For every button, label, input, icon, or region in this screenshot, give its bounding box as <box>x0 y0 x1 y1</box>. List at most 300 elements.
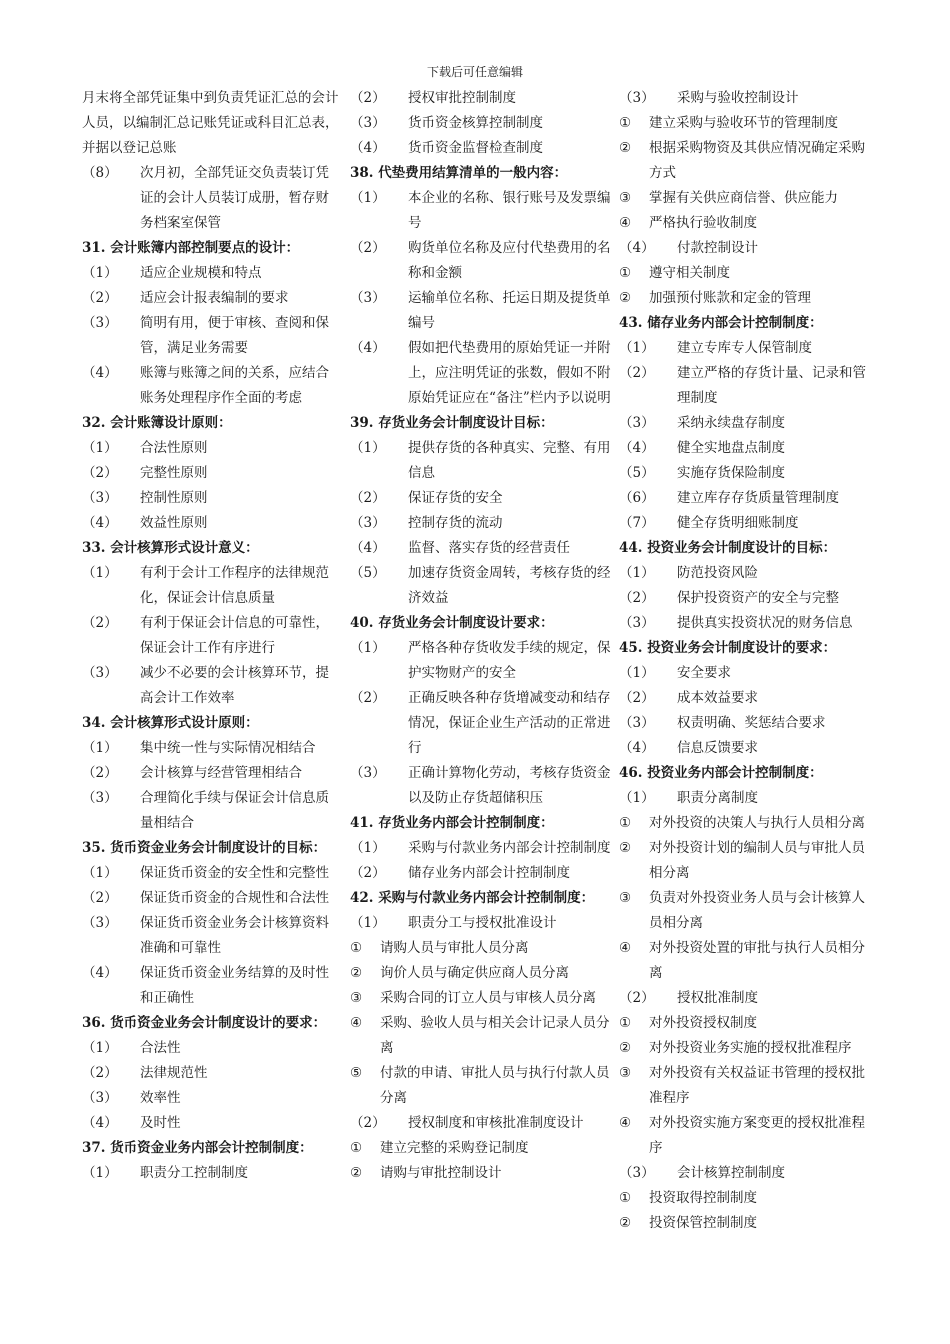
list-item <box>619 886 875 936</box>
list-item <box>350 961 612 986</box>
section-heading <box>82 836 340 861</box>
item-text: 提供真实投资状况的财务信息 <box>677 615 853 631</box>
item-text: 投资取得控制制度 <box>649 1190 757 1206</box>
item-marker: 38. <box>350 165 379 181</box>
item-marker: （1） <box>619 565 655 581</box>
item-text: 付款的申请、审批人员与执行付款人员分离 <box>380 1065 610 1106</box>
item-text: 保证存货的安全 <box>408 490 503 506</box>
item-text: 保护投资资产的安全与完整 <box>677 590 839 606</box>
item-text: 安全要求 <box>677 665 731 681</box>
item-text: 合法性原则 <box>140 440 208 456</box>
item-marker: （1） <box>82 565 118 581</box>
list-item <box>350 1061 612 1111</box>
list-item <box>82 1086 340 1111</box>
list-item <box>82 436 340 461</box>
item-marker: （5） <box>619 465 655 481</box>
item-marker: （5） <box>350 565 386 581</box>
item-text: 信息反馈要求 <box>677 740 758 756</box>
list-item <box>350 511 612 536</box>
item-marker: 45. <box>619 640 648 656</box>
list-item <box>82 561 340 611</box>
item-text: 会计账簿设计原则： <box>110 415 232 431</box>
list-item <box>350 236 612 286</box>
item-text: 建立库存存货质量管理制度 <box>677 490 839 506</box>
item-text: 货币资金监督检查制度 <box>408 140 543 156</box>
item-text: 减少不必要的会计核算环节，提高会计工作效率 <box>140 665 329 706</box>
item-text: 投资业务内部会计控制制度： <box>647 765 823 781</box>
item-text: 储存业务内部会计控制制度： <box>647 315 823 331</box>
list-item <box>82 461 340 486</box>
list-item <box>619 661 875 686</box>
list-item <box>619 686 875 711</box>
list-item <box>619 336 875 361</box>
list-item <box>619 411 875 436</box>
item-text: 存货业务会计制度设计目标： <box>378 415 554 431</box>
item-text: 授权批准制度 <box>677 990 758 1006</box>
item-text: 存货业务内部会计控制制度： <box>378 815 554 831</box>
item-marker: （2） <box>82 1065 118 1081</box>
item-text: 对外投资计划的编制人员与审批人员相分离 <box>649 840 865 881</box>
item-text: 次月初，全部凭证交负责装订凭证的会计人员装订成册，暂存财务档案室保管 <box>140 165 329 231</box>
item-marker: （2） <box>619 365 655 381</box>
item-marker: （3） <box>619 615 655 631</box>
list-item <box>350 861 612 886</box>
item-text: 存货业务会计制度设计要求： <box>378 615 554 631</box>
item-marker: （2） <box>619 590 655 606</box>
column-left <box>82 86 340 1186</box>
item-marker: ② <box>619 840 632 856</box>
list-item <box>619 1036 875 1061</box>
item-marker: 41. <box>350 815 379 831</box>
item-text: 储存业务内部会计控制制度 <box>408 865 570 881</box>
list-item <box>350 536 612 561</box>
list-item <box>619 1211 875 1236</box>
item-marker: 36. <box>82 1015 111 1031</box>
item-marker: ① <box>619 1015 632 1031</box>
item-text: 会计核算控制制度 <box>677 1165 785 1181</box>
item-marker: ④ <box>619 1115 632 1131</box>
list-item <box>82 1161 340 1186</box>
list-item <box>350 436 612 486</box>
list-item <box>619 786 875 811</box>
list-item <box>350 836 612 861</box>
item-text: 对外投资业务实施的授权批准程序 <box>649 1040 852 1056</box>
item-text: 投资业务会计制度设计的要求： <box>647 640 837 656</box>
list-item <box>82 286 340 311</box>
list-item <box>619 211 875 236</box>
list-item <box>82 1036 340 1061</box>
column-middle <box>350 86 612 1186</box>
item-marker: （1） <box>619 340 655 356</box>
item-marker: （1） <box>619 665 655 681</box>
item-text: 货币资金业务内部会计控制制度： <box>110 1140 313 1156</box>
item-text: 建立采购与验收环节的管理制度 <box>649 115 838 131</box>
item-marker: 44. <box>619 540 648 556</box>
item-marker: ① <box>350 1140 363 1156</box>
item-text: 提供存货的各种真实、完整、有用信息 <box>408 440 611 481</box>
section-heading <box>350 611 612 636</box>
item-text: 根据采购物资及其供应情况确定采购方式 <box>649 140 865 181</box>
list-item <box>619 236 875 261</box>
item-text: 保证货币资金业务结算的及时性和正确性 <box>140 965 329 1006</box>
item-text: 遵守相关制度 <box>649 265 730 281</box>
item-marker: （3） <box>82 490 118 506</box>
list-item <box>350 186 612 236</box>
item-marker: （1） <box>82 1040 118 1056</box>
item-marker: （3） <box>619 90 655 106</box>
item-text: 采纳永续盘存制度 <box>677 415 785 431</box>
list-item <box>619 1061 875 1111</box>
item-marker: （3） <box>619 715 655 731</box>
list-item <box>619 261 875 286</box>
item-marker: （3） <box>350 290 386 306</box>
list-item <box>82 486 340 511</box>
list-item <box>619 711 875 736</box>
item-text: 健全存货明细账制度 <box>677 515 799 531</box>
item-text: 有利于会计工作程序的法律规范化，保证会计信息质量 <box>140 565 329 606</box>
item-text: 询价人员与确定供应商人员分离 <box>380 965 569 981</box>
item-text: 采购与付款业务内部会计控制制度 <box>408 840 611 856</box>
item-text: 对外投资实施方案变更的授权批准程序 <box>649 1115 865 1156</box>
item-marker: 31. <box>82 240 111 256</box>
list-item <box>350 561 612 611</box>
item-text: 请购人员与审批人员分离 <box>380 940 529 956</box>
item-marker: ② <box>619 1040 632 1056</box>
item-text: 会计账簿内部控制要点的设计： <box>110 240 300 256</box>
item-text: 适应会计报表编制的要求 <box>140 290 289 306</box>
page-header: 下载后可任意编辑 <box>426 65 523 79</box>
item-text: 采购与验收控制设计 <box>677 90 799 106</box>
list-item <box>350 1136 612 1161</box>
list-item <box>619 986 875 1011</box>
item-text: 严格各种存货收发手续的规定，保护实物财产的安全 <box>408 640 611 681</box>
list-item <box>82 611 340 661</box>
item-marker: （3） <box>350 115 386 131</box>
item-marker: ② <box>619 140 632 156</box>
item-marker: （2） <box>82 890 118 906</box>
item-text: 集中统一性与实际情况相结合 <box>140 740 316 756</box>
item-text: 本企业的名称、银行账号及发票编号 <box>408 190 611 231</box>
item-text: 及时性 <box>140 1115 181 1131</box>
item-marker: （1） <box>82 440 118 456</box>
list-item <box>82 961 340 1011</box>
section-heading <box>619 636 875 661</box>
item-marker: （1） <box>82 1165 118 1181</box>
item-marker: （2） <box>350 865 386 881</box>
item-text: 采购合同的订立人员与审核人员分离 <box>380 990 596 1006</box>
list-item <box>350 1111 612 1136</box>
item-marker: （4） <box>82 965 118 981</box>
item-text: 简明有用，便于审核、查阅和保管，满足业务需要 <box>140 315 329 356</box>
list-item <box>82 911 340 961</box>
list-item <box>619 511 875 536</box>
item-marker: （7） <box>619 515 655 531</box>
list-item <box>350 761 612 811</box>
item-text: 法律规范性 <box>140 1065 208 1081</box>
list-item <box>350 286 612 336</box>
item-marker: （2） <box>82 290 118 306</box>
item-marker: （1） <box>350 440 386 456</box>
item-marker: （1） <box>82 265 118 281</box>
item-marker: （3） <box>82 315 118 331</box>
item-marker: ① <box>619 265 632 281</box>
item-marker: ② <box>619 290 632 306</box>
item-text: 采购与付款业务内部会计控制制度： <box>378 890 595 906</box>
item-marker: 46. <box>619 765 648 781</box>
item-marker: （2） <box>350 90 386 106</box>
list-item <box>619 611 875 636</box>
list-item <box>82 361 340 411</box>
list-item <box>350 686 612 761</box>
item-text: 职责分离制度 <box>677 790 758 806</box>
item-text: 投资保管控制制度 <box>649 1215 757 1231</box>
item-marker: （3） <box>619 415 655 431</box>
item-marker: （4） <box>350 140 386 156</box>
item-text: 对外投资授权制度 <box>649 1015 757 1031</box>
item-text: 代垫费用结算清单的一般内容： <box>378 165 568 181</box>
item-marker: （2） <box>350 690 386 706</box>
item-marker: （4） <box>619 240 655 256</box>
item-text: 有利于保证会计信息的可靠性，保证会计工作有序进行 <box>140 615 329 656</box>
item-text: 付款控制设计 <box>677 240 758 256</box>
item-marker: （3） <box>619 1165 655 1181</box>
section-heading <box>350 411 612 436</box>
item-text: 采购、验收人员与相关会计记录人员分离 <box>380 1015 610 1056</box>
item-text: 效率性 <box>140 1090 181 1106</box>
list-item <box>82 311 340 361</box>
list-item <box>619 436 875 461</box>
item-marker: ① <box>619 815 632 831</box>
item-marker: （1） <box>82 865 118 881</box>
list-item <box>619 136 875 186</box>
section-heading <box>619 761 875 786</box>
item-text: 效益性原则 <box>140 515 208 531</box>
item-text: 货币资金核算控制制度 <box>408 115 543 131</box>
item-text: 建立严格的存货计量、记录和管理制度 <box>677 365 866 406</box>
item-marker: （3） <box>82 665 118 681</box>
list-item <box>82 861 340 886</box>
list-item <box>82 886 340 911</box>
section-heading <box>350 161 612 186</box>
item-marker: （2） <box>350 240 386 256</box>
list-item <box>619 111 875 136</box>
item-text: 会计核算形式设计原则： <box>110 715 259 731</box>
list-item <box>350 911 612 936</box>
item-text: 会计核算与经营管理相结合 <box>140 765 302 781</box>
list-item <box>350 336 612 411</box>
list-item <box>619 736 875 761</box>
item-marker: （3） <box>350 515 386 531</box>
list-item <box>82 1111 340 1136</box>
item-marker: （2） <box>82 615 118 631</box>
section-heading <box>82 1136 340 1161</box>
item-marker: （4） <box>350 340 386 356</box>
item-marker: 34. <box>82 715 111 731</box>
list-item <box>82 511 340 536</box>
item-marker: 40. <box>350 615 379 631</box>
column-right <box>619 86 875 1236</box>
item-marker: （2） <box>619 990 655 1006</box>
item-marker: 42. <box>350 890 379 906</box>
item-marker: （8） <box>82 165 118 181</box>
list-item <box>82 661 340 711</box>
list-item <box>619 1011 875 1036</box>
item-marker: （6） <box>619 490 655 506</box>
item-marker: （1） <box>350 640 386 656</box>
list-item <box>82 261 340 286</box>
item-text: 货币资金业务会计制度设计的要求： <box>110 1015 327 1031</box>
item-text: 对外投资的决策人与执行人员相分离 <box>649 815 865 831</box>
item-text: 授权审批控制制度 <box>408 90 516 106</box>
list-item <box>82 761 340 786</box>
list-item <box>350 111 612 136</box>
list-item <box>82 161 340 236</box>
list-item <box>619 86 875 111</box>
list-item <box>619 1111 875 1161</box>
item-text: 货币资金业务会计制度设计的目标： <box>110 840 327 856</box>
section-heading <box>82 536 340 561</box>
list-item <box>350 486 612 511</box>
item-text: 成本效益要求 <box>677 690 758 706</box>
list-item <box>350 1011 612 1061</box>
item-text: 防范投资风险 <box>677 565 758 581</box>
item-marker: （4） <box>619 740 655 756</box>
item-marker: ② <box>619 1215 632 1231</box>
item-text: 授权制度和审核批准制度设计 <box>408 1115 584 1131</box>
item-text: 加强预付账款和定金的管理 <box>649 290 811 306</box>
section-heading <box>82 236 340 261</box>
item-marker: ③ <box>350 990 363 1006</box>
item-text: 正确计算物化劳动，考核存货资金以及防止存货超储积压 <box>408 765 611 806</box>
item-text: 建立完整的采购登记制度 <box>380 1140 529 1156</box>
list-item <box>619 486 875 511</box>
list-item <box>350 936 612 961</box>
item-text: 职责分工与授权批准设计 <box>408 915 557 931</box>
item-marker: ② <box>350 965 363 981</box>
list-item <box>619 1161 875 1186</box>
item-marker: （3） <box>82 790 118 806</box>
item-marker: 43. <box>619 315 648 331</box>
item-text: 正确反映各种存货增减变动和结存情况，保证企业生产活动的正常进行 <box>408 690 611 756</box>
item-text: 掌握有关供应商信誉、供应能力 <box>649 190 838 206</box>
item-text: 健全实地盘点制度 <box>677 440 785 456</box>
item-text: 建立专库专人保管制度 <box>677 340 812 356</box>
section-heading <box>82 411 340 436</box>
item-marker: （1） <box>82 740 118 756</box>
item-text: 实施存货保险制度 <box>677 465 785 481</box>
item-text: 保证货币资金的合规性和合法性 <box>140 890 329 906</box>
item-text: 负责对外投资业务人员与会计核算人员相分离 <box>649 890 865 931</box>
item-text: 职责分工控制制度 <box>140 1165 248 1181</box>
item-marker: ② <box>350 1165 363 1181</box>
section-heading <box>350 886 612 911</box>
item-text: 运输单位名称、托运日期及提货单编号 <box>408 290 611 331</box>
item-text: 控制性原则 <box>140 490 208 506</box>
item-marker: （4） <box>82 365 118 381</box>
list-item <box>82 1061 340 1086</box>
item-marker: （4） <box>350 540 386 556</box>
list-item <box>350 986 612 1011</box>
item-text: 保证货币资金业务会计核算资料准确和可靠性 <box>140 915 329 956</box>
list-item <box>82 86 340 161</box>
item-marker: ⑤ <box>350 1065 363 1081</box>
item-text: 账簿与账簿之间的关系，应结合账务处理程序作全面的考虑 <box>140 365 329 406</box>
section-heading <box>350 811 612 836</box>
list-item <box>619 936 875 986</box>
item-text: 假如把代垫费用的原始凭证一并附上，应注明凭证的张数，假如不附原始凭证应在“备注”栏内予以说明 <box>408 340 611 406</box>
item-marker: 39. <box>350 415 379 431</box>
item-text: 投资业务会计制度设计的目标： <box>647 540 837 556</box>
item-marker: ① <box>619 115 632 131</box>
item-text: 权责明确、奖惩结合要求 <box>677 715 826 731</box>
list-item <box>350 136 612 161</box>
item-marker: （1） <box>350 840 386 856</box>
list-item <box>82 736 340 761</box>
item-marker: ④ <box>350 1015 363 1031</box>
item-text: 月末将全部凭证集中到负责凭证汇总的会计人员，以编制汇总记账凭证或科目汇总表，并据以登记总账 <box>82 90 339 156</box>
list-item <box>619 811 875 836</box>
list-item <box>619 561 875 586</box>
item-text: 请购与审批控制设计 <box>380 1165 502 1181</box>
list-item <box>350 636 612 686</box>
item-text: 合理简化手续与保证会计信息质量相结合 <box>140 790 329 831</box>
list-item <box>619 1186 875 1211</box>
item-marker: ③ <box>619 190 632 206</box>
list-item <box>619 836 875 886</box>
item-text: 适应企业规模和特点 <box>140 265 262 281</box>
item-marker: （3） <box>82 1090 118 1106</box>
item-text: 监督、落实存货的经营责任 <box>408 540 570 556</box>
item-marker: （2） <box>350 1115 386 1131</box>
item-marker: 37. <box>82 1140 111 1156</box>
item-text: 保证货币资金的安全性和完整性 <box>140 865 329 881</box>
item-text: 完整性原则 <box>140 465 208 481</box>
item-text: 对外投资处置的审批与执行人员相分离 <box>649 940 865 981</box>
item-marker: ① <box>350 940 363 956</box>
section-heading <box>82 1011 340 1036</box>
section-heading <box>82 711 340 736</box>
item-marker: ① <box>619 1190 632 1206</box>
list-item <box>619 461 875 486</box>
item-marker: （1） <box>350 915 386 931</box>
item-marker: （2） <box>82 765 118 781</box>
section-heading <box>619 311 875 336</box>
item-marker: ④ <box>619 215 632 231</box>
item-marker: （1） <box>350 190 386 206</box>
item-marker: （1） <box>619 790 655 806</box>
list-item <box>350 1161 612 1186</box>
item-marker: （4） <box>82 1115 118 1131</box>
item-text: 加速存货资金周转，考核存货的经济效益 <box>408 565 611 606</box>
item-marker: ④ <box>619 940 632 956</box>
list-item <box>82 786 340 836</box>
item-marker: （3） <box>82 915 118 931</box>
item-marker: （4） <box>619 440 655 456</box>
item-text: 对外投资有关权益证书管理的授权批准程序 <box>649 1065 865 1106</box>
section-heading <box>619 536 875 561</box>
list-item <box>350 86 612 111</box>
item-text: 会计核算形式设计意义： <box>110 540 259 556</box>
list-item <box>619 361 875 411</box>
item-text: 控制存货的流动 <box>408 515 503 531</box>
item-marker: （2） <box>350 490 386 506</box>
item-text: 合法性 <box>140 1040 181 1056</box>
list-item <box>619 286 875 311</box>
item-marker: （2） <box>619 690 655 706</box>
item-marker: （2） <box>82 465 118 481</box>
item-marker: ③ <box>619 890 632 906</box>
item-marker: （4） <box>82 515 118 531</box>
